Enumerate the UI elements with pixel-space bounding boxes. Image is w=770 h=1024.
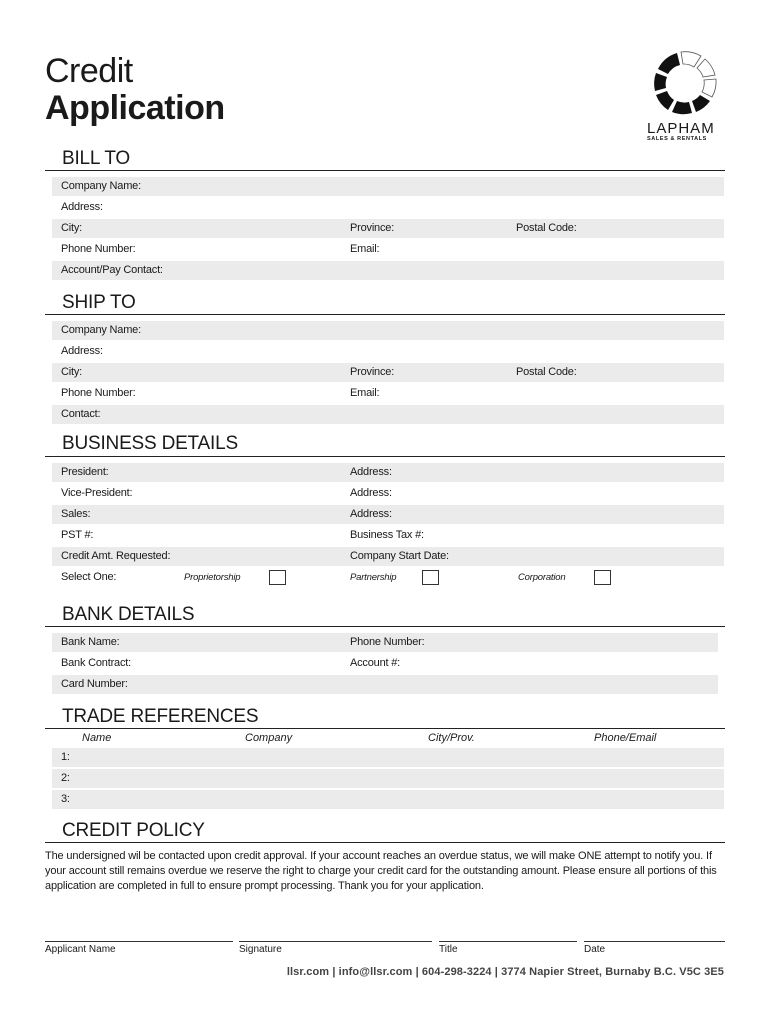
applicant-name-line[interactable] (45, 941, 233, 942)
ship-city-row[interactable] (52, 363, 724, 382)
ship-address-label: Address: (61, 345, 103, 357)
sales-address-label: Address: (350, 508, 392, 520)
bill-contact-row[interactable] (52, 261, 724, 280)
trade-col-name: Name (82, 732, 112, 744)
ship-contact-row[interactable] (52, 405, 724, 424)
title-label: Title (439, 944, 458, 955)
trade-heading: TRADE REFERENCES (62, 706, 259, 727)
trade-col-company: Company (245, 732, 293, 744)
bill-email-label: Email: (350, 243, 380, 255)
card-number-label: Card Number: (61, 678, 128, 690)
business-vp-row[interactable] (52, 484, 724, 503)
ship-email-label: Email: (350, 387, 380, 399)
logo-wordmark: LAPHAM (647, 120, 715, 137)
trade-row-number: 1: (61, 751, 70, 763)
bank-name-row[interactable] (52, 633, 718, 652)
business-select-row (52, 568, 724, 587)
card-number-row[interactable] (52, 675, 718, 694)
business-pst-row[interactable] (52, 526, 724, 545)
bank-contract-row[interactable] (52, 654, 718, 673)
start-date-label: Company Start Date: (350, 550, 449, 562)
title-line[interactable] (439, 941, 577, 942)
corporation-label: Corporation (518, 572, 566, 583)
bill-address-label: Address: (61, 201, 103, 213)
bill-company-row[interactable] (52, 177, 724, 196)
business-rule (45, 456, 725, 457)
business-credit-row[interactable] (52, 547, 724, 566)
vp-address-label: Address: (350, 487, 392, 499)
ship-company-row[interactable] (52, 321, 724, 340)
ship-phone-label: Phone Number: (61, 387, 136, 399)
vice-president-label: Vice-President: (61, 487, 133, 499)
date-line[interactable] (584, 941, 725, 942)
bill-to-heading: BILL TO (62, 148, 130, 169)
bank-heading: BANK DETAILS (62, 604, 195, 625)
trade-row-number: 3: (61, 793, 70, 805)
ship-company-label: Company Name: (61, 324, 141, 336)
trade-rule (45, 728, 725, 729)
trade-row-number: 2: (61, 772, 70, 784)
corporation-checkbox[interactable] (594, 570, 611, 585)
trade-col-phone: Phone/Email (594, 732, 657, 744)
footer-contact: llsr.com | info@llsr.com | 604-298-3224 | 3774 Napier Street, Burnaby B.C. V5C 3E5 (286, 966, 724, 978)
bill-province-label: Province: (350, 222, 395, 234)
president-address-label: Address: (350, 466, 392, 478)
partnership-label: Partnership (350, 572, 397, 583)
page-title-line2: Application (45, 89, 225, 127)
bank-phone-label: Phone Number: (350, 636, 425, 648)
pst-label: PST #: (61, 529, 94, 541)
bill-address-row[interactable] (52, 198, 724, 217)
account-number-label: Account #: (350, 657, 400, 669)
page-title-line1: Credit (45, 52, 133, 90)
bank-contract-label: Bank Contract: (61, 657, 131, 669)
ship-address-row[interactable] (52, 342, 724, 361)
president-label: President: (61, 466, 109, 478)
select-one-label: Select One: (61, 571, 117, 583)
sales-label: Sales: (61, 508, 91, 520)
signature-label: Signature (239, 944, 282, 955)
business-president-row[interactable] (52, 463, 724, 482)
bank-name-label: Bank Name: (61, 636, 120, 648)
bill-contact-label: Account/Pay Contact: (61, 264, 163, 276)
ship-postal-label: Postal Code: (516, 366, 577, 378)
ship-to-rule (45, 314, 725, 315)
bill-phone-label: Phone Number: (61, 243, 136, 255)
trade-col-city: City/Prov. (428, 732, 475, 744)
trade-row-1[interactable] (52, 748, 724, 767)
business-sales-row[interactable] (52, 505, 724, 524)
policy-heading: CREDIT POLICY (62, 820, 205, 841)
applicant-name-label: Applicant Name (45, 944, 116, 955)
credit-amount-label: Credit Amt. Requested: (61, 550, 171, 562)
partnership-checkbox[interactable] (422, 570, 439, 585)
signature-line[interactable] (239, 941, 432, 942)
policy-rule (45, 842, 725, 843)
bill-city-label: City: (61, 222, 83, 234)
business-heading: BUSINESS DETAILS (62, 433, 238, 454)
trade-row-3[interactable] (52, 790, 724, 809)
ship-to-heading: SHIP TO (62, 292, 136, 313)
ship-phone-row[interactable] (52, 384, 724, 403)
bill-postal-label: Postal Code: (516, 222, 577, 234)
proprietorship-checkbox[interactable] (269, 570, 286, 585)
ship-city-label: City: (61, 366, 83, 378)
trade-row-2[interactable] (52, 769, 724, 788)
bank-rule (45, 626, 725, 627)
bill-company-label: Company Name: (61, 180, 141, 192)
ship-province-label: Province: (350, 366, 395, 378)
bill-city-row[interactable] (52, 219, 724, 238)
proprietorship-label: Proprietorship (184, 572, 241, 583)
ship-contact-label: Contact: (61, 408, 101, 420)
bill-to-rule (45, 170, 725, 171)
business-tax-label: Business Tax #: (350, 529, 424, 541)
date-label: Date (584, 944, 606, 955)
bill-phone-row[interactable] (52, 240, 724, 259)
logo-subtitle: SALES & RENTALS (647, 136, 707, 142)
policy-text: The undersigned wil be contacted upon credit approval. If your account reaches an overdue status, we will make ONE attempt to notify you. If your account still remains overdue we reserve the right to charge your credit card for the outstanding amount. Please ensure all portions of this application are completed in full to ensure prompt processing. Thank you for your application. (45, 850, 717, 892)
